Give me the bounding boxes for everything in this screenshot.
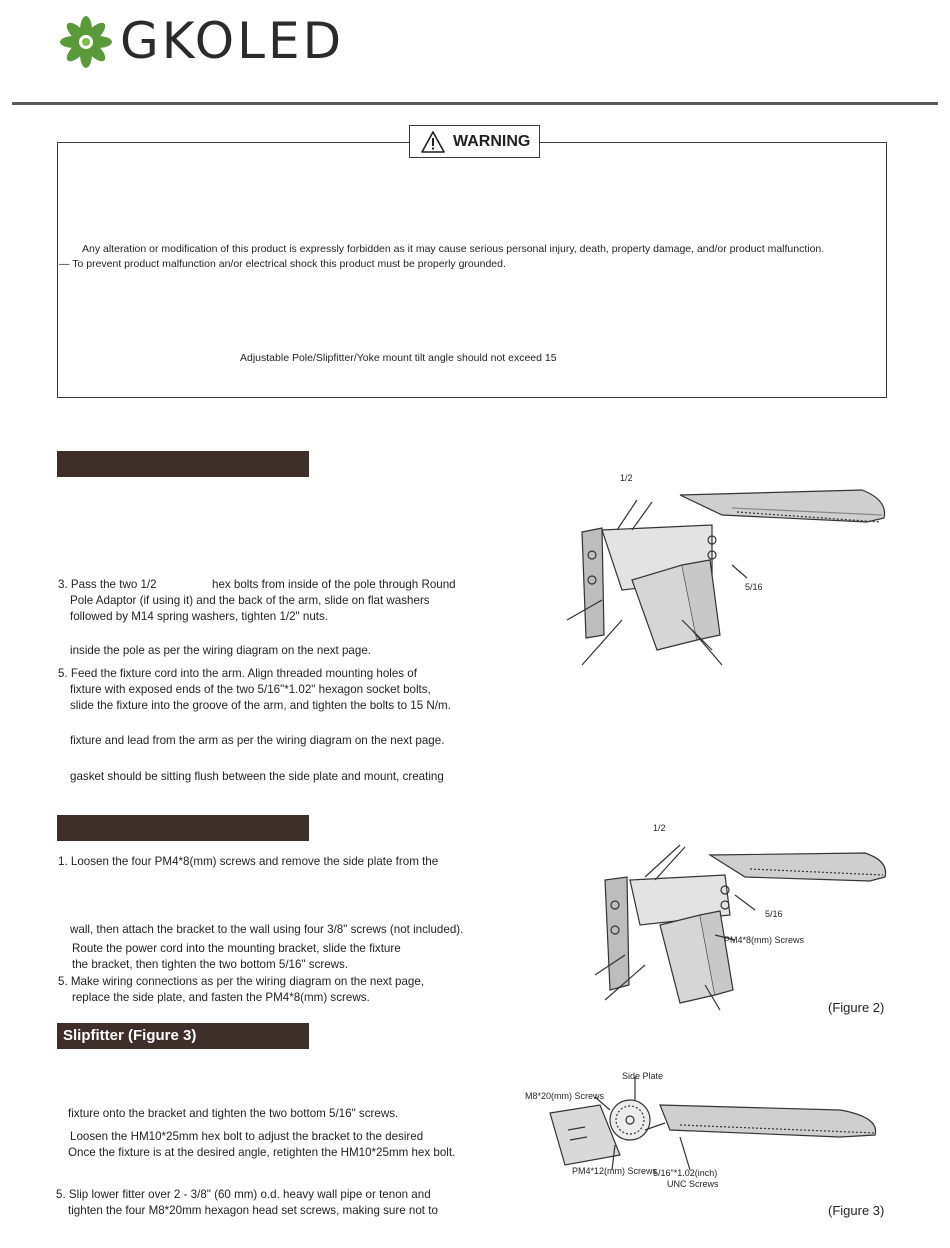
callout-half-inch-2: 1/2 [653, 823, 666, 833]
wall-step-4-line-2: the bracket, then tighten the two bottom 5/16" screws. [72, 958, 349, 971]
header-divider [12, 102, 938, 105]
step-7-line: gasket should be sitting flush between the side plate and mount, creating [70, 770, 444, 783]
wall-step-5-line-1: 5. Make wiring connections as per the wiring diagram on the next page, [58, 975, 425, 988]
wall-mount-illustration [585, 835, 895, 1015]
section-1-header-bar [57, 451, 309, 477]
step-3-line-3: followed by M14 spring washers, tighten 1/2" nuts. [70, 610, 329, 623]
brand-name: GKOLED [120, 12, 345, 70]
section-3-title: Slipfitter (Figure 3) [63, 1027, 197, 1044]
callout-pm4-12-screws: PM4*12(mm) Screws [572, 1166, 658, 1176]
warning-title: WARNING [453, 133, 531, 150]
step-3-line-1a: 3. Pass the two 1/2 [58, 578, 157, 591]
callout-five-sixteenths-2: 5/16 [765, 909, 783, 919]
warning-line-1: Any alteration or modification of this product is expressly forbidden as it may cause serious personal injury, death, property damage, and/or product malfunction. [82, 243, 825, 255]
callout-five-sixteenths: 5/16 [745, 582, 763, 592]
wall-step-4-line-1: Route the power cord into the mounting bracket, slide the fixture [72, 942, 401, 955]
callout-unc-screws: UNC Screws [667, 1179, 719, 1189]
callout-m8-screws: M8*20(mm) Screws [525, 1091, 605, 1101]
warning-tilt-note: Adjustable Pole/Slipfitter/Yoke mount tilt angle should not exceed 15 [240, 352, 557, 364]
pole-mount-illustration [562, 470, 892, 670]
figure-3-label: (Figure 3) [828, 1203, 885, 1218]
flower-logo-icon [56, 14, 116, 70]
callout-bolt-size: 5/16"*1.02(inch) [653, 1168, 718, 1178]
figure-2-label: (Figure 2) [828, 1000, 885, 1015]
slip-step-5-line-2: tighten the four M8*20mm hexagon head set screws, making sure not to [68, 1204, 438, 1217]
slip-step-3-line-2: Once the fixture is at the desired angle, retighten the HM10*25mm hex bolt. [68, 1146, 456, 1159]
step-5-line-2: fixture with exposed ends of the two 5/16"*1.02" hexagon socket bolts, [70, 683, 431, 696]
section-3-header-bar [57, 1023, 309, 1049]
warning-badge [409, 125, 540, 158]
step-3-line-1b: hex bolts from inside of the pole through Round [212, 578, 456, 591]
step-6-line: fixture and lead from the arm as per the wiring diagram on the next page. [70, 734, 445, 747]
callout-side-plate: Side Plate [622, 1071, 664, 1081]
wall-step-5-line-2: replace the side plate, and fasten the PM4*8(mm) screws. [72, 991, 370, 1004]
step-5-line-3: slide the fixture into the groove of the arm, and tighten the bolts to 15 N/m. [70, 699, 451, 712]
slip-step-3-line-1: Loosen the HM10*25mm hex bolt to adjust the bracket to the desired [70, 1130, 424, 1143]
wall-step-1-line: 1. Loosen the four PM4*8(mm) screws and remove the side plate from the [58, 855, 439, 868]
warning-triangle-icon [420, 130, 446, 154]
callout-pm4-screws: PM4*8(mm) Screws [724, 935, 805, 945]
wall-step-3-line: wall, then attach the bracket to the wall using four 3/8" screws (not included). [70, 923, 464, 936]
slip-step-2-line: fixture onto the bracket and tighten the two bottom 5/16" screws. [68, 1107, 399, 1120]
step-5-line-1: 5. Feed the fixture cord into the arm. Align threaded mounting holes of [58, 667, 417, 680]
warning-line-2: — To prevent product malfunction an/or electrical shock this product must be properly grounded. [59, 258, 506, 270]
step-4-line: inside the pole as per the wiring diagram on the next page. [70, 644, 371, 657]
callout-half-inch: 1/2 [620, 473, 633, 483]
step-3-line-2: Pole Adaptor (if using it) and the back of the arm, slide on flat washers [70, 594, 430, 607]
section-2-header-bar [57, 815, 309, 841]
slip-step-5-line-1: 5. Slip lower fitter over 2 - 3/8" (60 mm) o.d. heavy wall pipe or tenon and [56, 1188, 431, 1201]
